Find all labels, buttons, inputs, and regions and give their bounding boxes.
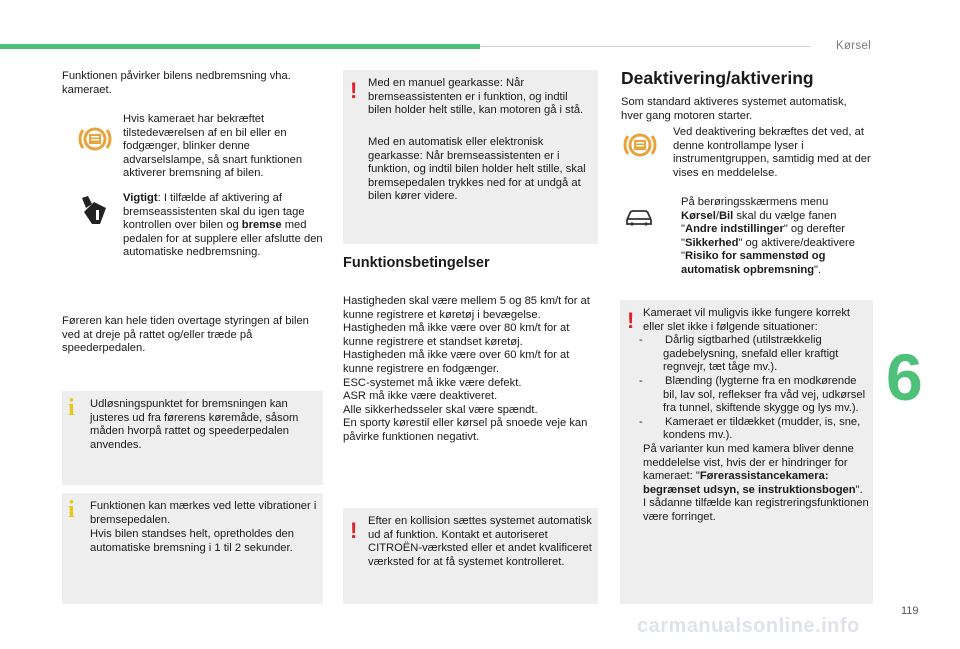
col1-paragraph: Føreren kan hele tiden overtage styringen af bilen ved at dreje på rattet og/eller træde på speederpedalen. xyxy=(62,315,309,355)
warning-list-item: - Blænding (lygterne fra en modkørende bil, lav sol, reflekser fra våd vej, udkørsel fra tunnel, skiftende skygge og lys mv.). xyxy=(639,374,866,415)
info-icon: i xyxy=(68,395,75,421)
warning-box-1-text-a: Med en manuel gearkasse: Når bremseassistenten er i funktion, og indtil bilen holder helt stille, kan motoren gå i stå. xyxy=(368,77,584,117)
chapter-number: 6 xyxy=(886,340,923,414)
chapter-title: Kørsel xyxy=(836,40,872,52)
warning-box-2-text: Efter en kollision sættes systemet automatisk ud af funktion. Kontakt et autoriseret CITROËN-værksted eller et andet kvalificeret værksted for at få systemet kontrolleret. xyxy=(368,515,592,568)
warning-box-3-content xyxy=(639,307,870,525)
car-menu-icon xyxy=(624,206,654,228)
warning-list-item: - Kameraet er tildækket (mudder, is, sne, kondens mv.). xyxy=(639,415,861,442)
col3-menu-step: På berøringsskærmens menu Kørsel/Bil skal du vælge fanen "Andre indstillinger" og derefter "Sikkerhed" og aktivere/deaktivere "Risiko for sammenstød og automatisk opbremsning". xyxy=(681,196,855,276)
col3-icon1-text: Ved deaktivering bekræftes det ved, at denne kontrollampe lyser i instrumentgruppen, samtidig med at der vises en meddelelse. xyxy=(673,126,871,179)
warning-box-3-message: På varianter kun med kamera bliver denne meddelelse vist, hvis der er hindringer for kameraet: "Førerassistancekamera: begrænset udsyn, se instruktionsbogen". xyxy=(643,442,863,496)
condition-item: En sporty kørestil eller kørsel på snoede veje kan påvirke funktionen negativt. xyxy=(343,417,588,443)
condition-item: ESC-systemet må ikke være defekt. xyxy=(343,376,522,389)
condition-item: ASR må ikke være deaktiveret. xyxy=(343,390,498,403)
warning-list-item: - Dårlig sigtbarhed (utilstrækkelig gadebelysning, snefald eller kraftigt regnvejr, tæt tåge mv.). xyxy=(639,334,839,374)
watermark: carmanualsonline.info xyxy=(637,615,860,637)
section-heading-deactivation: Deaktivering/aktivering xyxy=(621,68,814,88)
warning-box-1-text-b: Med en automatisk eller elektronisk gearkasse: Når bremseassistenten er i funktion, og indtil bilen holder helt stille, skal bremsepedalen trykkes ned for at undgå at bilen kører videre. xyxy=(368,136,586,203)
conditions-list xyxy=(343,295,601,445)
col1-intro: Funktionen påvirker bilens nedbremsning vha. kameraet. xyxy=(62,70,291,96)
col1-icon1-text: Hvis kameraet har bekræftet tilstedeværelsen af en bil eller en fodgænger, blinker denne advarselslampe, så snart funktionen aktiverer bremsning af bilen. xyxy=(123,113,303,180)
warning-box-3-note: I sådanne tilfælde kan registreringsfunktionen være forringet. xyxy=(643,497,869,523)
warning-icon: ! xyxy=(350,78,358,103)
page-number: 119 xyxy=(901,605,919,617)
header-accent-bar xyxy=(0,44,480,49)
col1-icon2-text: Vigtigt: I tilfælde af aktivering af bremseassistenten skal du igen tage kontrollen over bilen og bremse med pedalen for at supplere eller afslutte den automatiske nedbremsning. xyxy=(123,192,323,259)
hands-on-wheel-icon xyxy=(80,194,110,228)
header-rule xyxy=(480,46,810,47)
brake-warning-icon xyxy=(78,122,112,156)
condition-item: Hastigheden må ikke være over 60 km/t for at kunne registrere en fodgænger. xyxy=(343,349,570,375)
condition-item: Alle sikkerhedsseler skal være spændt. xyxy=(343,403,538,416)
condition-item: Hastigheden skal være mellem 5 og 85 km/t for at kunne registrere et køretøj i bevægelse. xyxy=(343,295,590,321)
info-box-2-text-a: Funktionen kan mærkes ved lette vibrationer i bremsepedalen. xyxy=(90,500,317,526)
warning-icon: ! xyxy=(350,518,358,543)
warning-icon: ! xyxy=(627,308,635,333)
warning-box-3-intro: Kameraet vil muligvis ikke fungere korrekt eller slet ikke i følgende situationer: xyxy=(643,307,851,333)
info-box-2-text-b: Hvis bilen standses helt, opretholdes den automatiske bremsning i 1 til 2 sekunder. xyxy=(90,528,294,554)
info-box-1-text: Udløsningspunktet for bremsningen kan justeres ud fra førerens køremåde, såsom måden hvorpå rattet og speederpedalen anvendes. xyxy=(90,398,299,451)
section-heading-conditions: Funktionsbetingelser xyxy=(343,255,490,271)
system-off-indicator-icon xyxy=(623,128,657,162)
condition-item: Hastigheden må ikke være over 80 km/t for at kunne registrere et standset køretøj. xyxy=(343,322,570,348)
info-icon: i xyxy=(68,497,75,523)
col3-intro: Som standard aktiveres systemet automatisk, hver gang motoren starter. xyxy=(621,96,847,122)
